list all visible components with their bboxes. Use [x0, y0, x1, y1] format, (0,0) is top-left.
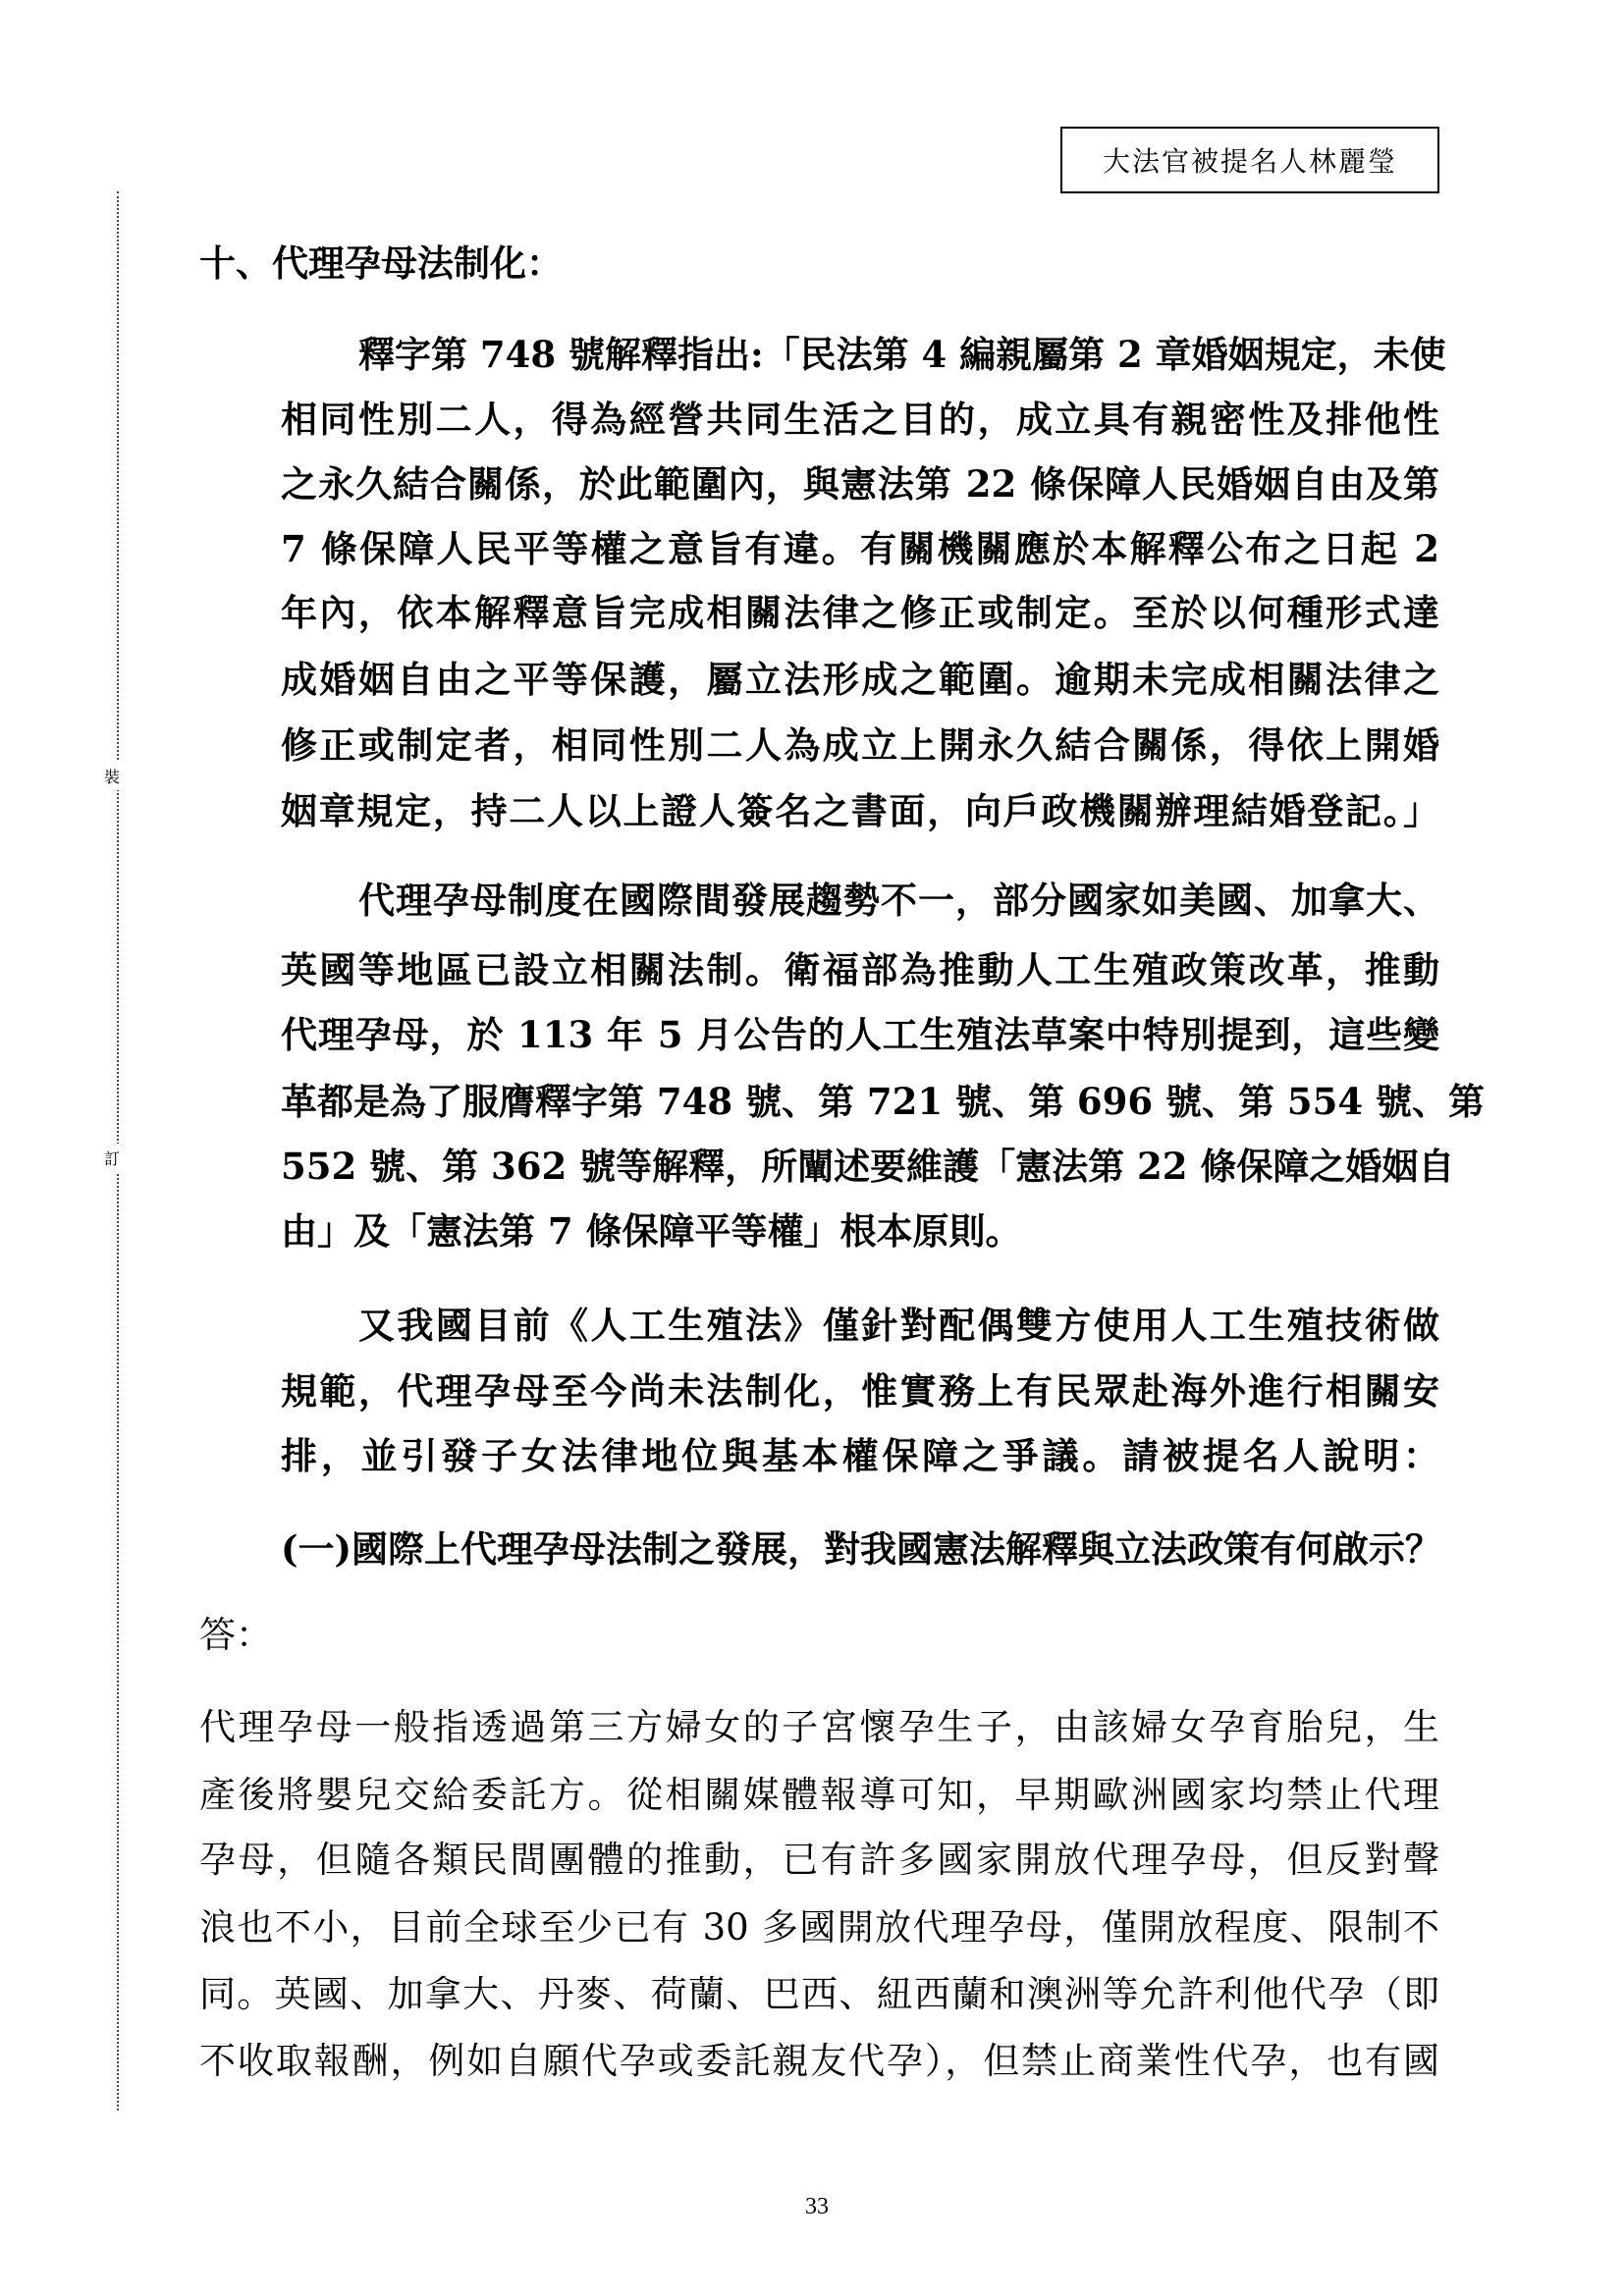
text-line: 產後將嬰兒交給委託方。從相關媒體報導可知，早期歐洲國家均禁止代理 [199, 1774, 1439, 1816]
text-line: 代理孕母一般指透過第三方婦女的子宮懷孕生子，由該婦女孕育胎兒，生 [199, 1706, 1439, 1748]
text-line: 排，並引發子女法律地位與基本權保障之爭議。請被提名人說明： [281, 1434, 1439, 1477]
text-line: 年內，依本解釋意旨完成相關法律之修正或制定。至於以何種形式達 [281, 591, 1439, 634]
binding-mark: 裝 [104, 762, 120, 790]
text-line: 同。英國、加拿大、丹麥、荷蘭、巴西、紐西蘭和澳洲等允許利他代孕（即 [199, 1973, 1439, 2015]
text-line: 姻章規定，持二人以上證人簽名之書面，向戶政機關辦理結婚登記。」 [281, 789, 1439, 832]
text-line: 英國等地區已設立相關法制。衛福部為推動人工生殖政策改革，推動 [281, 948, 1439, 991]
question-1: (一)國際上代理孕母法制之發展，對我國憲法解釋與立法政策有何啟示？ [281, 1527, 1442, 1571]
text-line: 相同性別二人，得為經營共同生活之目的，成立具有親密性及排他性 [281, 398, 1439, 441]
text-line: 成婚姻自由之平等保護，屬立法形成之範圍。逾期未完成相關法律之 [281, 658, 1439, 701]
text-line: 又我國目前《人工生殖法》僅針對配偶雙方使用人工生殖技術做 [358, 1304, 1439, 1347]
text-line: 552 號、第 362 號等解釋，所闡述要維護「憲法第 22 條保障之婚姻自 [281, 1145, 1455, 1188]
text-line: 由」及「憲法第 7 條保障平等權」根本原則。 [281, 1209, 1022, 1253]
text-line: 浪也不小，目前全球至少已有 30 多國開放代理孕母，僅開放程度、限制不 [199, 1906, 1439, 1949]
text-line: 孕母，但隨各類民間團體的推動，已有許多國家開放代理孕母，但反對聲 [199, 1839, 1439, 1881]
text-line: 之永久結合關係，於此範圍內，與憲法第 22 條保障人民婚姻自由及第 [281, 462, 1439, 506]
binding-mark: 訂 [104, 1144, 120, 1172]
answer-label: 答： [199, 1614, 272, 1656]
text-line: 代理孕母制度在國際間發展趨勢不一，部分國家如美國、加拿大、 [358, 879, 1439, 922]
text-line: 修正或制定者，相同性別二人為成立上開永久結合關係，得依上開婚 [281, 723, 1439, 767]
text-line: 7 條保障人民平等權之意旨有違。有關機關應於本解釋公布之日起 2 [281, 527, 1439, 570]
nominee-header-box: 大法官被提名人林麗瑩 [1060, 127, 1439, 193]
section-heading: 十、代理孕母法制化： [199, 241, 563, 285]
text-line: 釋字第 748 號解釋指出:「民法第 4 編親屬第 2 章婚姻規定，未使 [358, 333, 1446, 376]
text-line: 不收取報酬，例如自願代孕或委託親友代孕），但禁止商業性代孕，也有國 [199, 2040, 1439, 2082]
text-line: 規範，代理孕母至今尚未法制化，惟實務上有民眾赴海外進行相關安 [281, 1369, 1439, 1413]
text-line: 革都是為了服膺釋字第 748 號、第 721 號、第 696 號、第 554 號、第 [281, 1080, 1485, 1123]
text-line: 代理孕母，於 113 年 5 月公告的人工生殖法草案中特別提到，這些變 [281, 1013, 1439, 1056]
page-number: 33 [805, 2194, 829, 2219]
